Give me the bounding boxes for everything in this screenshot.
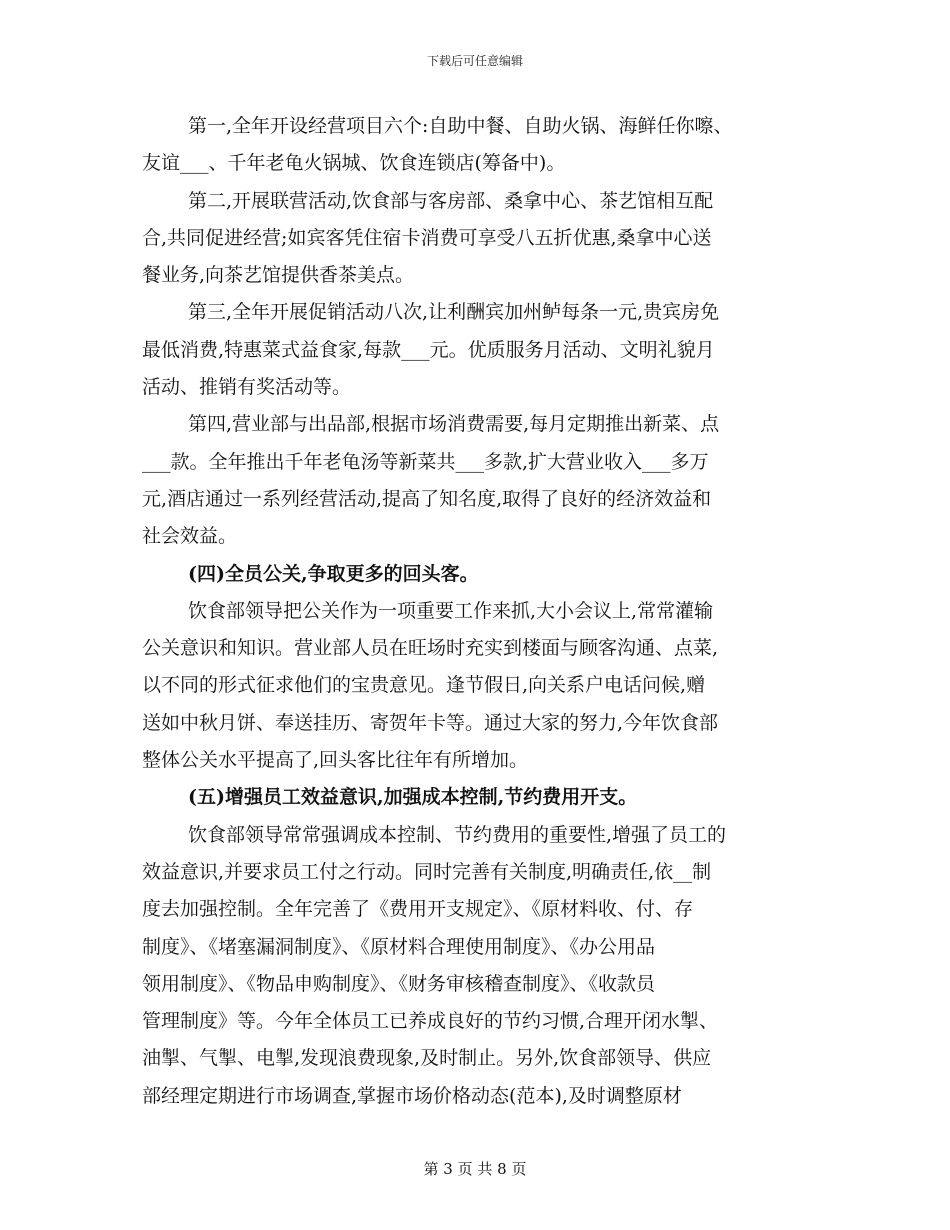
section-heading: (五)增强员工效益意识,加强成本控制,节约费用开支。 xyxy=(188,786,638,809)
text-line: 饮食部领导把公关作为一项重要工作来抓,大小会议上,常常灌输 xyxy=(188,599,714,622)
page-header: 下载后可任意编辑 xyxy=(426,54,523,68)
text-line: 度去加强控制。全年完善了《费用开支规定》、《原材料收、付、存 xyxy=(142,898,694,921)
page-number-footer: 第 3 页 共 8 页 xyxy=(423,1160,527,1178)
text-line: 第三,全年开展促销活动八次,让利酬宾加州鲈每条一元,贵宾房免 xyxy=(188,301,720,324)
text-line: 整体公关水平提高了,回头客比往年有所增加。 xyxy=(142,749,529,772)
text-line: 社会效益。 xyxy=(142,525,238,548)
section-heading: (四)全员公关,争取更多的回头客。 xyxy=(188,562,479,585)
text-line: 第二,开展联营活动,饮食部与客房部、桑拿中心、茶艺馆相互配 xyxy=(188,189,714,212)
document-body xyxy=(142,108,812,1115)
text-line: 合,共同促进经营;如宾客凭住宿卡消费可享受八五折优惠,桑拿中心送 xyxy=(142,226,712,249)
text-line: 元,酒店通过一系列经营活动,提高了知名度,取得了良好的经济效益和 xyxy=(142,487,712,510)
text-line: 效益意识,并要求员工付之行动。同时完善有关制度,明确责任,依__制 xyxy=(142,860,712,883)
text-line: 油掣、气掣、电掣,发现浪费现象,及时制止。另外,饮食部领导、供应 xyxy=(142,1047,712,1070)
text-line: 第四,营业部与出品部,根据市场消费需要,每月定期推出新菜、点 xyxy=(188,413,720,436)
text-line: 公关意识和知识。营业部人员在旺场时充实到楼面与顾客沟通、点菜, xyxy=(142,637,719,660)
text-line: ___款。全年推出千年老龟汤等新菜共___多款,扩大营业收入___多万 xyxy=(142,450,709,473)
text-line: 送如中秋月饼、奉送挂历、寄贺年卡等。通过大家的努力,今年饮食部 xyxy=(142,711,719,734)
text-line: 第一,全年开设经营项目六个:自助中餐、自助火锅、海鲜任你嚓、 xyxy=(188,115,733,137)
text-line: 饮食部领导常常强调成本控制、节约费用的重要性,增强了员工的 xyxy=(188,823,727,846)
text-line: 部经理定期进行市场调查,掌握市场价格动态(范本),及时调整原材 xyxy=(142,1084,682,1107)
text-line: 管理制度》等。今年全体员工已养成良好的节约习惯,合理开闭水掣、 xyxy=(142,1010,719,1033)
text-line: 活动、推销有奖活动等。 xyxy=(142,376,352,399)
text-line: 以不同的形式征求他们的宝贵意见。逢节假日,向关系户电话问候,赠 xyxy=(142,674,706,697)
text-line: 最低消费,特惠菜式益食家,每款___元。优质服务月活动、文明礼貌月 xyxy=(142,338,715,361)
text-line: 餐业务,向茶艺馆提供香茶美点。 xyxy=(142,264,415,287)
text-line: 制度》、《堵塞漏洞制度》、《原材料合理使用制度》、《办公用品 xyxy=(142,935,656,958)
text-line: 友谊___、千年老龟火锅城、饮食连锁店(筹备中)。 xyxy=(142,152,566,175)
text-line: 领用制度》、《物品申购制度》、《财务审核稽查制度》、《收款员 xyxy=(142,972,656,995)
